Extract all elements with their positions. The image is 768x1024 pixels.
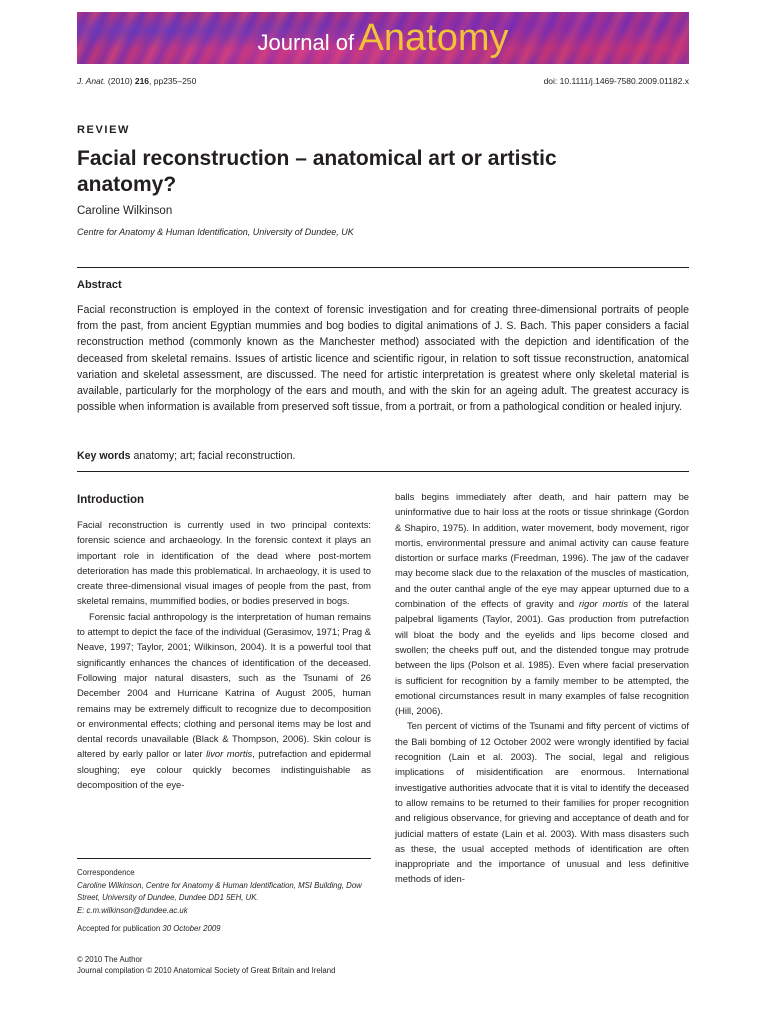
- correspondence-label: Correspondence: [77, 868, 135, 877]
- intro-paragraph-2: [77, 609, 371, 793]
- intro-paragraph-2-italic: livor mortis: [206, 748, 253, 760]
- page-footer: [77, 954, 335, 976]
- intro-paragraph-2-part-b: , putrefaction and epidermal sloughing; eye colour quickly becomes indistinguishable as decomposition of the eye-: [77, 748, 371, 791]
- citation-line: [77, 76, 196, 86]
- compilation-line: Journal compilation © 2010 Anatomical Society of Great Britain and Ireland: [77, 966, 336, 975]
- abstract-bottom-divider: [77, 471, 689, 472]
- right-paragraph-1-italic: rigor mortis: [578, 598, 629, 610]
- intro-paragraph-1: Facial reconstruction is currently used in two principal contexts: forensic science and archaeology. In the forensic context it plays an important role in identification of the dead where post-mortem deterioration has made this problematical. In archaeology, it is used to create three-dimensional visual images of people from the past, from skeletal remains, mummified bodies, or bodies preserved in bogs.: [77, 519, 371, 607]
- copyright-line: © 2010 The Author: [77, 955, 143, 964]
- journal-title: [77, 15, 689, 64]
- right-paragraph-1-part-b: of the lateral palpebral ligaments (Taylor, 2001). Gas production from putrefaction will bloat the body and the eyelids and lips become closed and swollen; the cheeks puff out, and the distended tongue may protrude between the lips (Polson et al. 1985). Even where facial preservation is sufficient for recognition by a family member to be attempted, the emotional circumstances result in many examples of false recognition (Hill, 2006).: [395, 598, 689, 717]
- author-affiliation: Centre for Anatomy & Human Identification, University of Dundee, UK: [77, 227, 354, 237]
- citation-year: (2010): [107, 76, 133, 86]
- section-label: REVIEW: [77, 124, 130, 136]
- correspondence-block: [77, 867, 371, 917]
- intro-paragraph-2-part-a: Forensic facial anthropology is the interpretation of human remains to attempt to depict the face of the individual (Gerasimov, 1971; Prag & Neave, 1997; Taylor, 2001; Wilkinson, 2004). It is a powerful tool that significantly enhances the chances of identification of the deceased. Following major natural disasters, such as the Tsunami of 26 December 2004 and Hurricane Katrina of August 2005, human remains may be extremely difficult to recognize due to decomposition or environmental effects; clothing and personal items may be lost and dental records unavailable (Black & Thompson, 2006). Skin colour is altered by early pallor or later: [77, 610, 371, 760]
- citation-pages: , pp235–250: [149, 76, 197, 86]
- article-title: Facial reconstruction – anatomical art or artistic anatomy?: [77, 147, 557, 196]
- journal-title-main: Anatomy: [358, 17, 509, 59]
- introduction-heading: Introduction: [77, 494, 145, 506]
- left-column: [77, 517, 371, 792]
- doi: doi: 10.1111/j.1469-7580.2009.01182.x: [543, 76, 689, 86]
- keywords-text: anatomy; art; facial reconstruction.: [133, 450, 296, 462]
- accepted-date-line: [77, 924, 221, 933]
- journal-banner: [77, 12, 689, 64]
- keywords-line: [77, 448, 295, 464]
- accepted-date: 30 October 2009: [162, 924, 221, 933]
- journal-title-prefix: Journal of: [257, 30, 355, 55]
- author-name: Caroline Wilkinson: [77, 205, 173, 217]
- abstract-top-divider: [77, 267, 689, 268]
- journal-abbrev: J. Anat.: [77, 76, 106, 86]
- correspondence-email: E: c.m.wilkinson@dundee.ac.uk: [77, 905, 188, 915]
- accepted-label: Accepted for publication: [77, 924, 161, 933]
- right-column: [395, 489, 689, 887]
- correspondence-divider: [77, 858, 371, 859]
- abstract-heading: Abstract: [77, 279, 122, 291]
- right-paragraph-2: Ten percent of victims of the Tsunami and fifty percent of victims of the Bali bombing of 12 October 2002 were wrongly identified by facial recognition (Lain et al. 2003). The social, legal and religious implications of misidentification are enormous. International investigative authorities advocate that it is vital to identify the deceased to allow remains to be returned to their families for proper recognition and religious observance, for grieving and acceptance of death and for judicial matters of estate (Lain et al. 2003). With mass disasters such as these, the usual accepted methods of identification are often inappropriate and the importance of unusual and less definitive methods of iden-: [395, 720, 689, 885]
- right-paragraph-1-part-a: balls begins immediately after death, and hair pattern may be uninformative due to hair loss at the roots or tissue shrinkage (Gordon & Shapiro, 1975). In addition, water movement, body movement, rigor mortis, environmental pressure and animal activity can cause feature distortion or surface marks (Freedman, 1996). The jaw of the cadaver may become slack due to the relaxation of the muscles of mastication, and the outer canthal angle of the eye may appear upturned due to a combination of the effects of gravity and: [395, 491, 689, 610]
- citation-volume: 216: [134, 76, 150, 86]
- right-paragraph-1: [395, 489, 689, 718]
- keywords-label: Key words: [77, 450, 131, 462]
- correspondence-address: Caroline Wilkinson, Centre for Anatomy & Human Identification, MSI Building, Dow Street, University of Dundee, Dundee DD1 5EH, UK.: [77, 880, 362, 903]
- abstract-text: Facial reconstruction is employed in the context of forensic investigation and for creating three-dimensional portraits of people from the past, from ancient Egyptian mummies and bog bodies to digital animations of J. S. Bach. This paper considers a facial reconstruction method (commonly known as the Manchester method) associated with the depiction and identification of the deceased from skeletal remains. Issues of artistic licence and scientific rigour, in relation to soft tissue reconstruction, anatomical variation and skeletal assessment, are discussed. The need for artistic interpretation is greatest where only skeletal material is available, particularly for the morphology of the ears and mouth, and with the skin for an ageing adult. The greatest accuracy is possible when information is available from preserved soft tissue, from a portrait, or from a pathological condition or healed injury.: [77, 304, 689, 414]
